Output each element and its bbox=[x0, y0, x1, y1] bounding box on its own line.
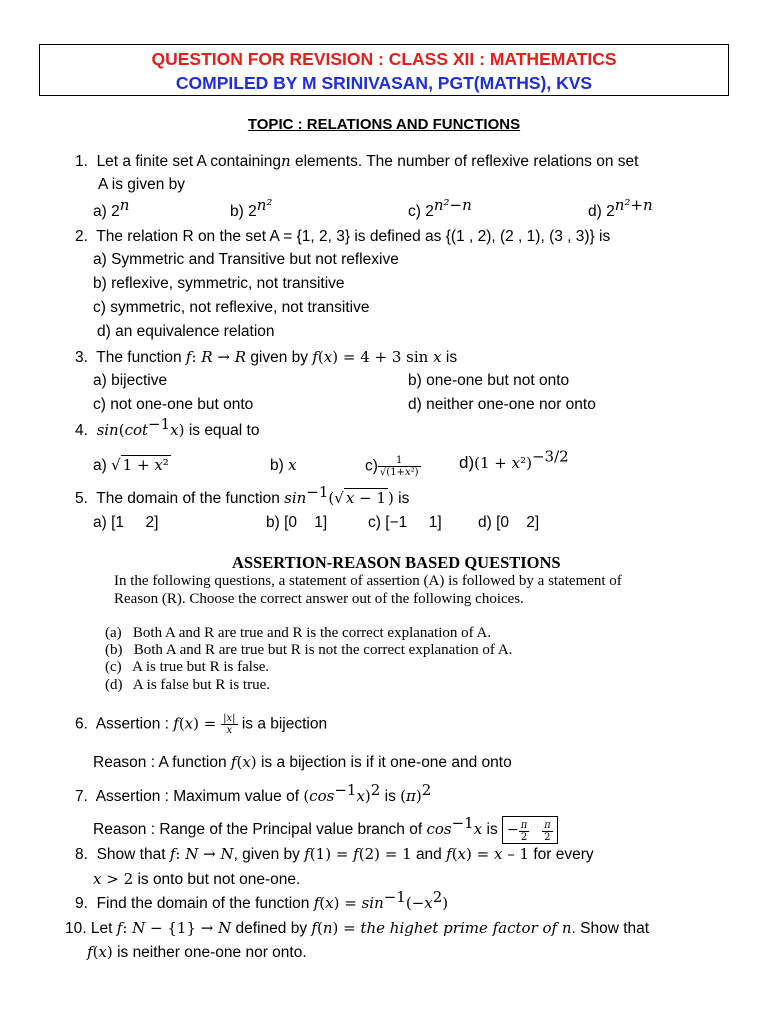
q8-line-1: 8. Show that f: N → N, given by f(1) = f(2) = 1 and f(x) = x – 1 for every bbox=[75, 845, 594, 863]
q3-option-d: d) neither one-one nor onto bbox=[408, 396, 596, 413]
q5-option-a: a) [1 2] bbox=[93, 514, 159, 531]
q1-option-d: d) $2^{n^2+n}$ bbox=[588, 195, 653, 220]
q6-reason: Reason : A function f(x) is a bijection is if it one-one and onto bbox=[93, 753, 512, 771]
topic-title: TOPIC : RELATIONS AND FUNCTIONS bbox=[247, 116, 521, 133]
q7-assertion: 7. Assertion : Maximum value of $(\cos^{-1}x)^2$ is $(\pi)^2$ bbox=[75, 780, 432, 805]
assertion-choice-d: (d) A is false but R is true. bbox=[105, 677, 270, 693]
q3-line-1: 3. The function f: R → R given by f(x) = 4 + 3 sin x is bbox=[75, 348, 458, 366]
q5-line-1: 5. The domain of the function $\sin^{-1}(√$ x − 1 ) is bbox=[75, 482, 410, 507]
q4-option-a: a) √ 1 + x² bbox=[93, 456, 169, 474]
q4-option-c: c) $\frac{1}{\text{√(1+x²)}}$ bbox=[365, 455, 419, 478]
assertion-choice-c: (c) A is true but R is false. bbox=[105, 659, 270, 675]
q2-option-d: d) an equivalence relation bbox=[97, 323, 275, 340]
q4-option-d: $d)(1 + x^2)^{-3/2}$ bbox=[459, 447, 569, 472]
q8-line-2: x > 2 is onto but not one-one. bbox=[93, 870, 301, 888]
q2-option-c: c) symmetric, not reflexive, not transitive bbox=[93, 299, 370, 316]
q5-option-d: d) [0 2] bbox=[478, 514, 540, 531]
q2-option-a: a) Symmetric and Transitive but not reflexive bbox=[93, 251, 399, 268]
q10-line-2: f(x) is neither one-one nor onto. bbox=[87, 943, 307, 961]
q1-option-b: b) $2^{n^2}$ bbox=[230, 195, 273, 220]
q10-line-1: 10. Let f: N − {1} → N defined by f(n) = the highet prime factor of n. Show that bbox=[65, 919, 650, 937]
q4-option-b: b) x bbox=[270, 456, 297, 474]
q1-option-c: c) $2^{n^2-n}$ bbox=[408, 195, 472, 220]
q4-line-1: 4. $\sin(\cot^{-1}x)$ is equal to bbox=[75, 414, 260, 439]
q7-reason: Reason : Range of the Principal value branch of $\cos^{-1}x$ is − $\frac{\pi}{2}$ $\frac{\pi}{2}$ bbox=[93, 816, 558, 844]
header-line-1: QUESTION FOR REVISION : CLASS XII : MATHEMATICS bbox=[151, 49, 617, 69]
assertion-intro-2: Reason (R). Choose the correct answer out of the following choices. bbox=[114, 591, 524, 607]
assertion-choice-b: (b) Both A and R are true but R is not the correct explanation of A. bbox=[105, 642, 513, 658]
q3-option-a: a) bijective bbox=[93, 372, 168, 389]
q5-option-c: c) [−1 1] bbox=[368, 514, 442, 531]
q3-option-c: c) not one-one but onto bbox=[93, 396, 254, 413]
assertion-choice-a: (a) Both A and R are true and R is the correct explanation of A. bbox=[105, 625, 492, 641]
q6-assertion: 6. Assertion : f(x) = $\frac{|x|}{x}$ is a bijection bbox=[75, 713, 328, 736]
q1-line-2: A is given by bbox=[98, 176, 186, 193]
q2-option-b: b) reflexive, symmetric, not transitive bbox=[93, 275, 345, 292]
q5-option-b: b) [0 1] bbox=[266, 514, 328, 531]
q3-option-b: b) one-one but not onto bbox=[408, 372, 570, 389]
q2-line-1: 2. The relation R on the set A = {1, 2, 3} is defined as {(1 , 2), (2 , 1), (3 , 3)} is bbox=[75, 228, 611, 245]
assertion-heading: ASSERTION-REASON BASED QUESTIONS bbox=[232, 553, 561, 572]
q9-line-1: 9. Find the domain of the function $f(x) = \sin^{-1}(-x^2)$ bbox=[75, 887, 449, 912]
q1-option-a: a) 2$^n$ bbox=[93, 195, 130, 220]
header-line-2: COMPILED BY M SRINIVASAN, PGT(MATHS), KVS bbox=[175, 73, 593, 93]
assertion-intro-1: In the following questions, a statement of assertion (A) is followed by a statement of bbox=[114, 573, 622, 589]
q1-line-1: 1. Let a finite set A containingn elements. The number of reflexive relations on set bbox=[75, 152, 639, 170]
header-box bbox=[39, 44, 729, 96]
